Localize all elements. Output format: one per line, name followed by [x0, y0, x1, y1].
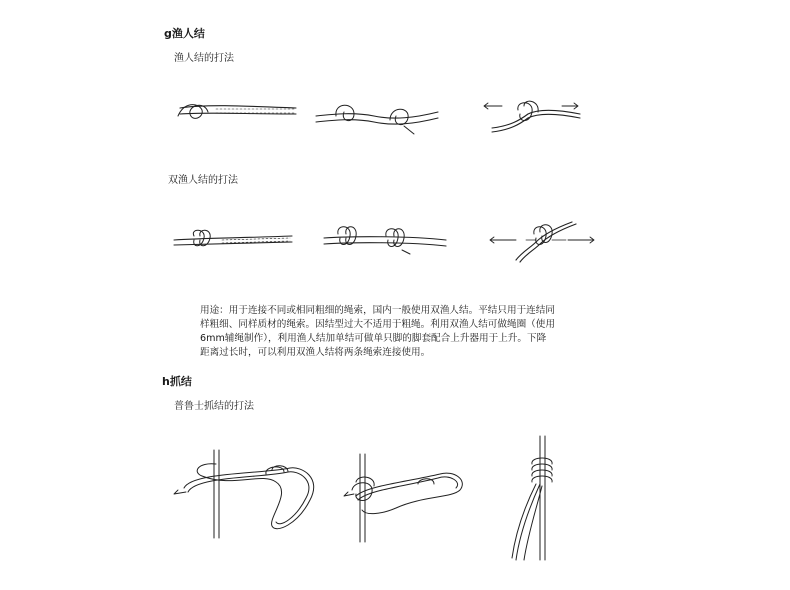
prusik-knot-step-2-illustration: [342, 452, 472, 544]
fisherman-knot-step-1-illustration: [176, 92, 300, 132]
double-fisherman-knot-step-1-illustration: [172, 226, 296, 256]
fisherman-knot-step-3-illustration: [480, 96, 584, 136]
double-fisherman-knot-step-3-illustration: [486, 218, 598, 264]
prusik-knot-step-1-illustration: [172, 448, 322, 540]
usage-line-4: 距离过长时，可以利用双渔人结将两条绳索连接使用。: [200, 347, 431, 358]
prusik-knot-step-3-illustration: [502, 434, 572, 562]
section-g-heading: g渔人结: [164, 27, 205, 40]
fisherman-knot-step-2-illustration: [314, 96, 442, 136]
usage-line-2: 样粗细、同样质材的绳索。因结型过大不适用于粗绳。利用双渔人结可做绳圈（使用: [200, 319, 555, 330]
double-fisherman-knot-subtitle: 双渔人结的打法: [168, 175, 238, 186]
fisherman-knot-subtitle: 渔人结的打法: [174, 53, 234, 64]
usage-line-1: 用途：用于连接不同或相同粗细的绳索，国内一般使用双渔人结。平结只用于连结同: [200, 305, 555, 316]
prusik-knot-subtitle: 普鲁士抓结的打法: [174, 401, 254, 412]
usage-line-3: 6mm辅绳制作），利用渔人结加单结可做单只脚的脚套配合上升器用于上升。下降: [200, 333, 547, 344]
section-h-heading: h抓结: [162, 375, 192, 388]
usage-paragraph: [200, 304, 606, 360]
double-fisherman-knot-step-2-illustration: [322, 222, 450, 256]
